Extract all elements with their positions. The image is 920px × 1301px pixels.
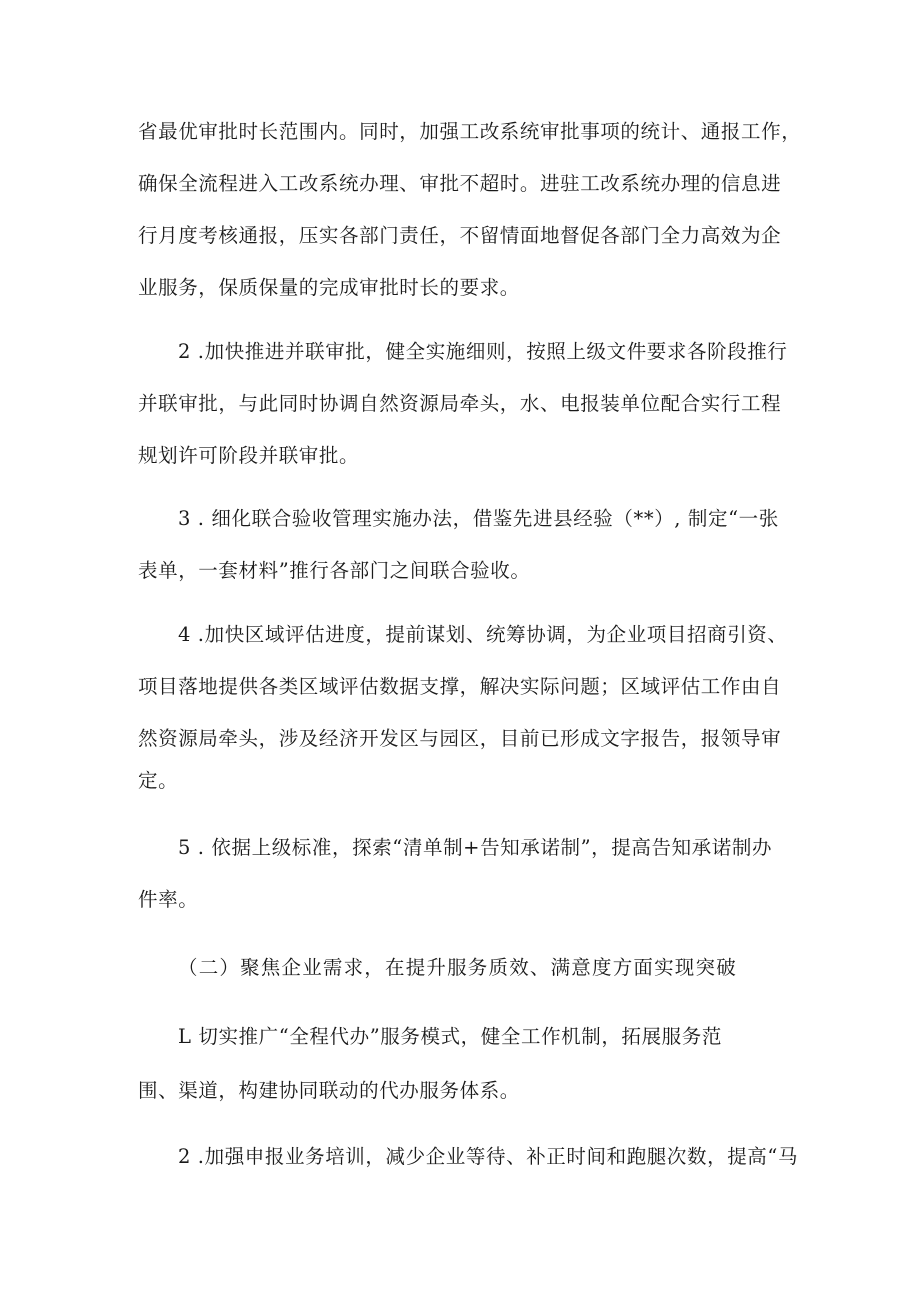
item-4-line-4: 定。 — [138, 769, 179, 792]
section-item-1-line-2: 围、渠道，构建协同联动的代办服务体系。 — [138, 1079, 520, 1102]
item-2-line-3: 规划许可阶段并联审批。 — [138, 444, 360, 467]
item-5-line-1: 5 . 依据上级标准，探索“清单制+告知承诺制”，提高告知承诺制办 — [178, 836, 773, 859]
paragraph-1-line-1: 省最优审批时长范围内。同时，加强工改系统审批事项的统计、通报工作， — [138, 120, 802, 143]
item-5-line-2: 件率。 — [138, 888, 199, 911]
paragraph-1-line-2: 确保全流程进入工改系统办理、审批不超时。进驻工改系统办理的信息进 — [138, 172, 782, 195]
item-2-line-2: 并联审批，与此同时协调自然资源局牵头，水、电报装单位配合实行工程 — [138, 392, 782, 415]
item-2-line-1: 2 .加快推进并联审批，健全实施细则，按照上级文件要求各阶段推行 — [178, 340, 788, 363]
section-heading: （二）聚焦企业需求，在提升服务质效、满意度方面实现突破 — [178, 956, 737, 979]
paragraph-1-line-3: 行月度考核通报，压实各部门责任，不留情面地督促各部门全力高效为企 — [138, 224, 782, 247]
item-4-line-1: 4 .加快区域评估进度，提前谋划、统筹协调，为企业项目招商引资、 — [178, 623, 788, 646]
paragraph-1-line-4: 业服务，保质保量的完成审批时长的要求。 — [138, 276, 520, 299]
section-item-2-line-1: 2 .加强申报业务培训，减少企业等待、补正时间和跑腿次数，提高“马 — [178, 1145, 799, 1168]
item-3-line-1: 3 . 细化联合验收管理实施办法，借鉴先进县经验（**）, 制定“一张 — [178, 507, 779, 530]
item-3-line-2: 表单，一套材料”推行各部门之间联合验收。 — [138, 559, 531, 582]
item-4-line-2: 项目落地提供各类区域评估数据支撑，解决实际问题；区域评估工作由自 — [138, 675, 782, 698]
section-item-1-line-1: L 切实推广“全程代办”服务模式，健全工作机制，拓展服务范 — [178, 1025, 722, 1048]
item-4-line-3: 然资源局牵头，涉及经济开发区与园区，目前已形成文字报告，报领导审 — [138, 727, 782, 750]
